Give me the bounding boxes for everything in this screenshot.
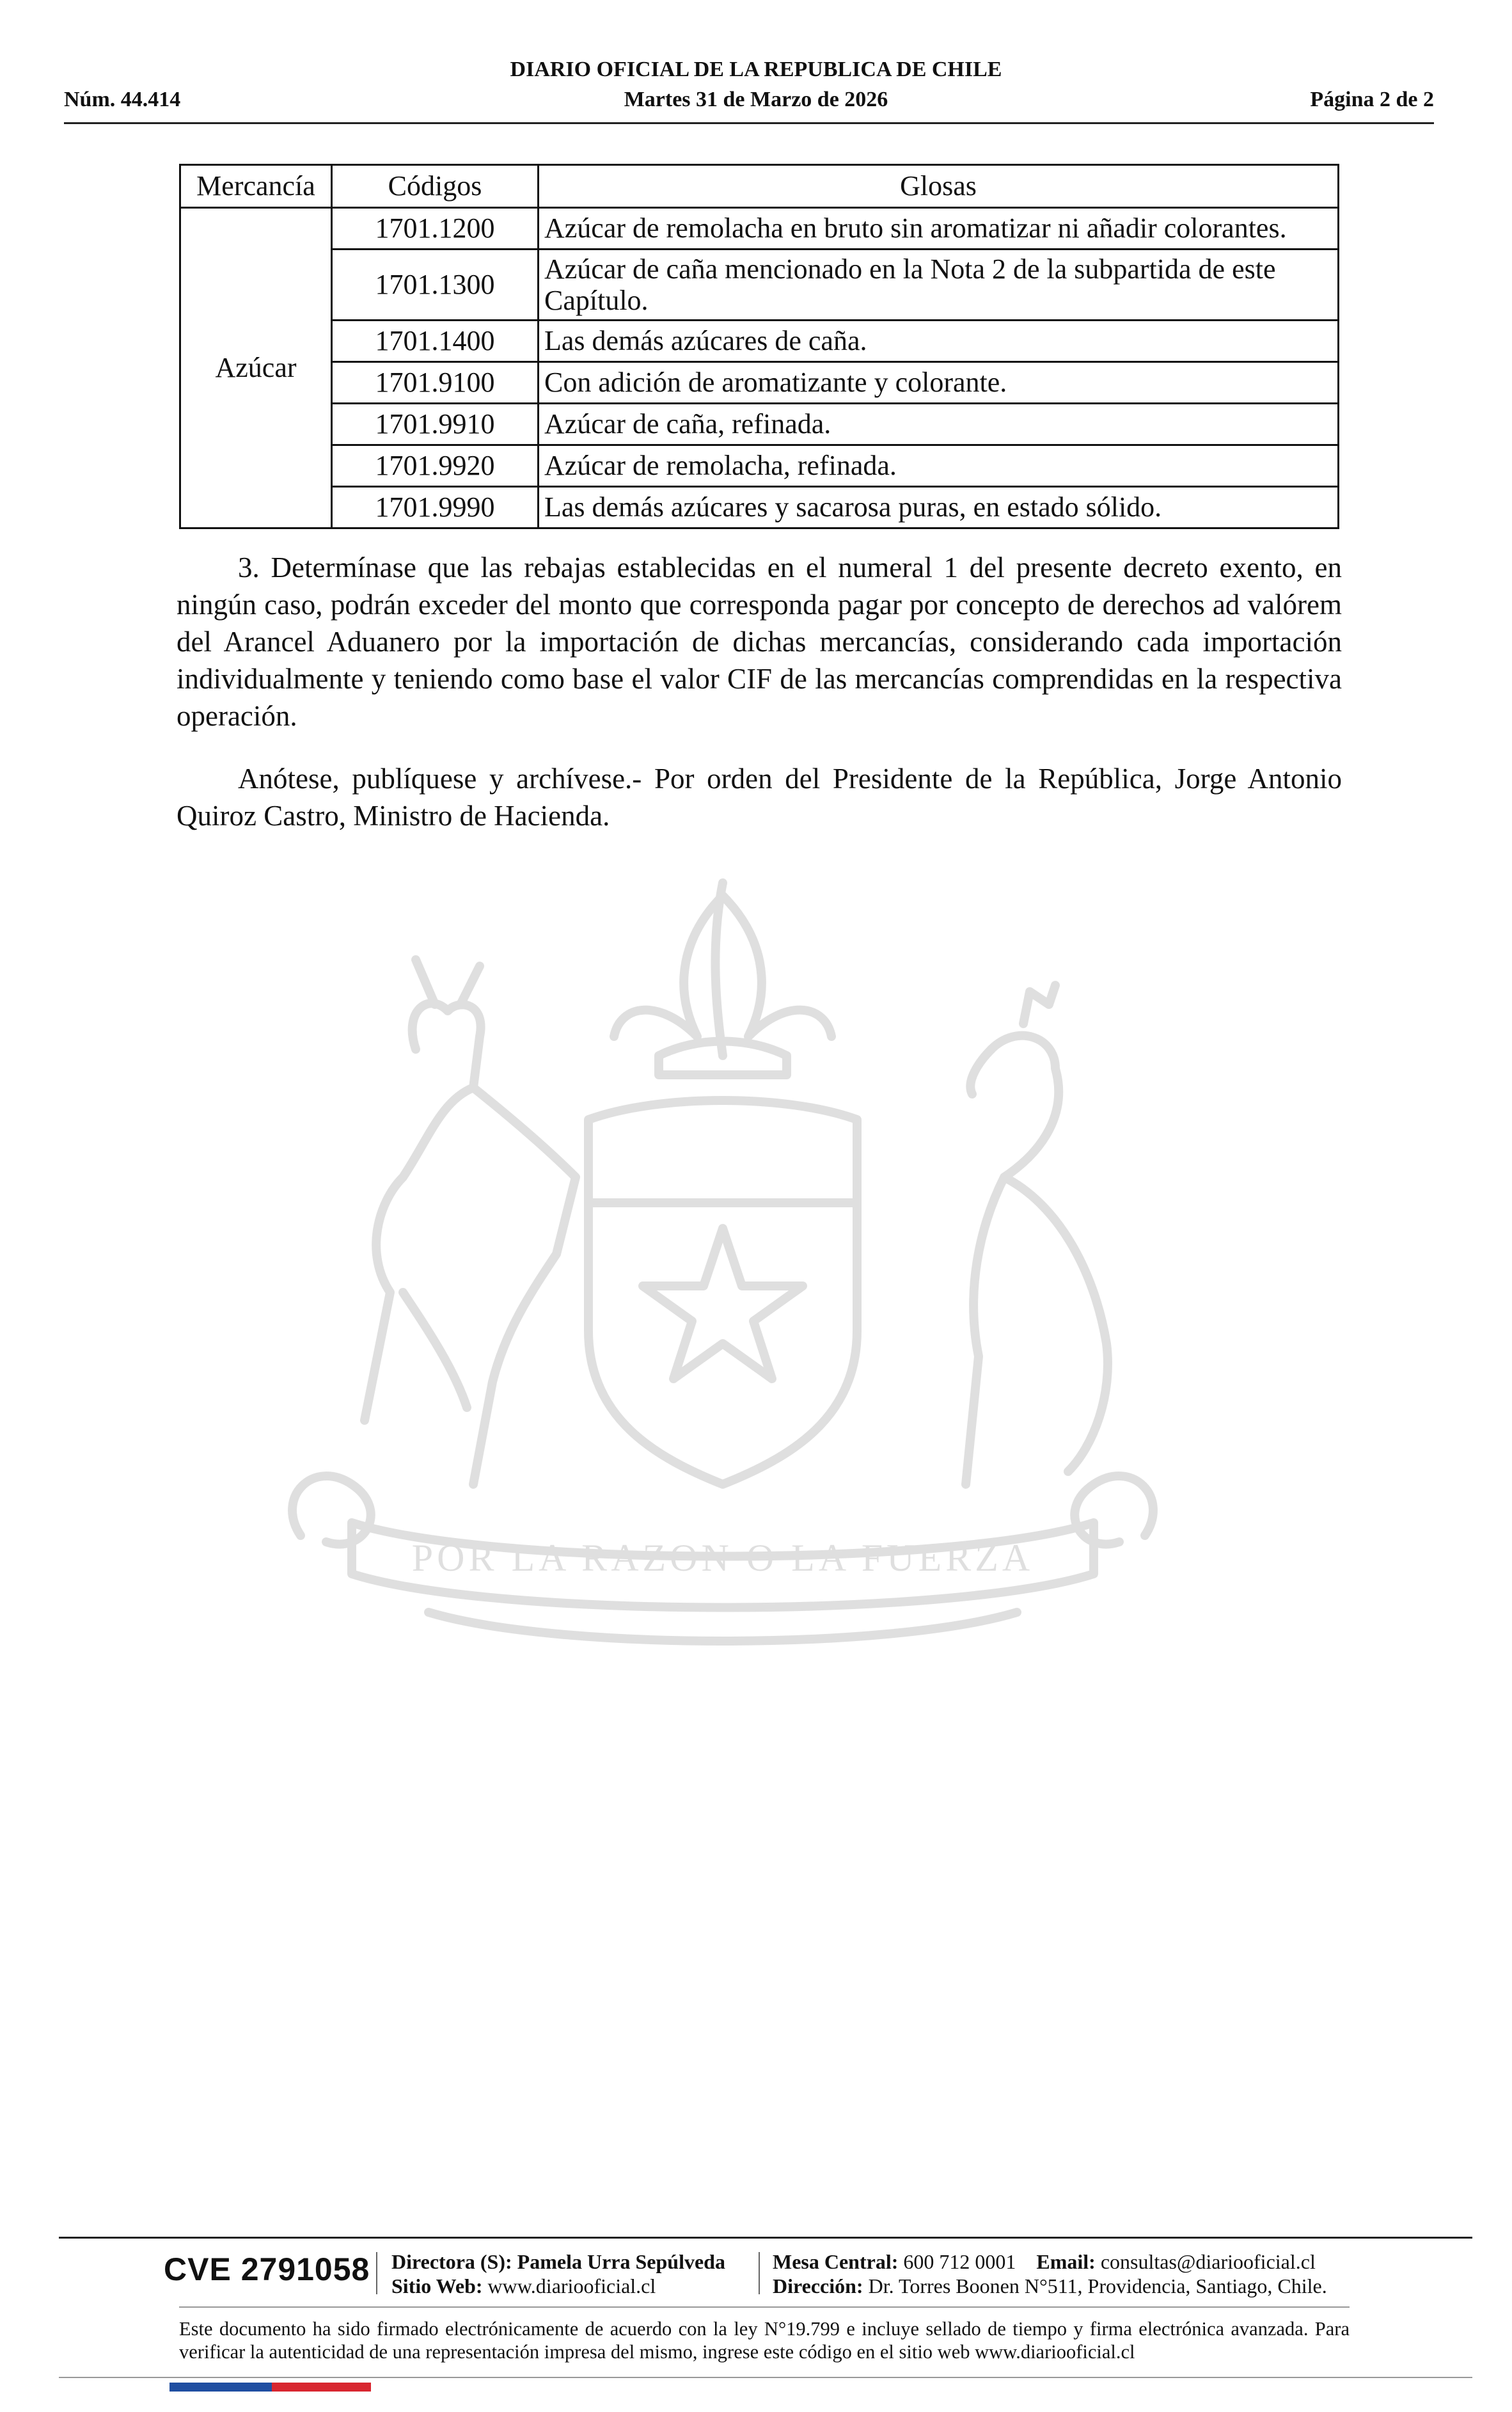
footer-director-block xyxy=(391,2249,725,2298)
table-row xyxy=(180,250,1339,321)
motto-text: POR LA RAZON O LA FUERZA xyxy=(411,1537,1034,1579)
column-header-mercancia: Mercancía xyxy=(180,165,332,208)
website-label: Sitio Web: xyxy=(391,2274,483,2297)
footer-bottom-divider xyxy=(59,2377,1472,2378)
code-cell: 1701.9920 xyxy=(332,445,539,487)
phone-number: 600 712 0001 xyxy=(903,2250,1016,2273)
table-header-row xyxy=(180,165,1339,208)
closing-paragraph: Anótese, publíquese y archívese.- Por orden del Presidente de la República, Jorge Antonio Quiroz Castro, Ministro de Hacienda. xyxy=(177,763,1342,832)
flag-stripe-blue xyxy=(169,2383,272,2392)
director-name: Pamela Urra Sepúlveda xyxy=(517,2250,725,2273)
code-cell: 1701.9910 xyxy=(332,404,539,445)
code-cell: 1701.9100 xyxy=(332,362,539,404)
header-divider xyxy=(64,122,1434,124)
website-link[interactable]: www.diariooficial.cl xyxy=(487,2274,656,2297)
table-row xyxy=(180,208,1339,250)
signature-notice: Este documento ha sido firmado electrónicamente de acuerdo con la ley N°19.799 e incluye sellado de tiempo y firma electrónica avanzada. Para verificar la autenticidad de una representación impresa del mismo, ingrese este código en el sitio web www.diariooficial.cl xyxy=(179,2318,1350,2363)
tariff-table xyxy=(179,164,1339,529)
address-label: Dirección: xyxy=(773,2274,863,2297)
footer-contact-block xyxy=(773,2249,1327,2298)
address-text: Dr. Torres Boonen N°511, Providencia, Santiago, Chile. xyxy=(868,2274,1327,2297)
glosa-cell: Con adición de aromatizante y colorante. xyxy=(539,362,1339,404)
glosa-cell: Las demás azúcares de caña. xyxy=(539,321,1339,362)
cve-code: CVE 2791058 xyxy=(164,2251,370,2287)
footer-separator xyxy=(759,2252,760,2294)
footer-inner-divider xyxy=(179,2306,1350,2308)
paragraph-article-3: 3. Determínase que las rebajas establecidas en el numeral 1 del presente decreto exento, en ningún caso, podrán exceder del monto que corresponda pagar por concepto de derechos ad valórem del Arancel Aduanero por la importación de dichas mercancías, considerando cada importación individualmente y teniendo como base el valor CIF de las mercancías comprendidas en la respectiva operación. xyxy=(177,551,1342,732)
table-row xyxy=(180,321,1339,362)
code-cell: 1701.9990 xyxy=(332,487,539,528)
code-cell: 1701.1200 xyxy=(332,208,539,250)
footer-separator xyxy=(376,2252,377,2294)
director-label: Directora (S): xyxy=(391,2250,512,2273)
glosa-cell: Azúcar de caña, refinada. xyxy=(539,404,1339,445)
glosa-cell: Azúcar de caña mencionado en la Nota 2 de la subpartida de este Capítulo. xyxy=(539,250,1339,321)
merchandise-cell: Azúcar xyxy=(180,208,332,528)
flag-stripe-red xyxy=(272,2383,371,2392)
table-row xyxy=(180,487,1339,528)
phone-label: Mesa Central: xyxy=(773,2250,899,2273)
glosa-cell: Azúcar de remolacha, refinada. xyxy=(539,445,1339,487)
glosa-cell: Azúcar de remolacha en bruto sin aromatizar ni añadir colorantes. xyxy=(539,208,1339,250)
glosa-cell: Las demás azúcares y sacarosa puras, en estado sólido. xyxy=(539,487,1339,528)
code-cell: 1701.1300 xyxy=(332,250,539,321)
email-link[interactable]: consultas@diariooficial.cl xyxy=(1100,2250,1316,2273)
table-row xyxy=(180,404,1339,445)
table-row xyxy=(180,445,1339,487)
column-header-codigos: Códigos xyxy=(332,165,539,208)
email-label: Email: xyxy=(1036,2250,1096,2273)
page-indicator: Página 2 de 2 xyxy=(1310,88,1434,111)
table-row xyxy=(180,362,1339,404)
issue-date: Martes 31 de Marzo de 2026 xyxy=(624,88,888,111)
coat-of-arms-icon xyxy=(173,845,1273,1715)
issue-number: Núm. 44.414 xyxy=(64,88,181,111)
column-header-glosas: Glosas xyxy=(539,165,1339,208)
code-cell: 1701.1400 xyxy=(332,321,539,362)
newspaper-title: DIARIO OFICIAL DE LA REPUBLICA DE CHILE xyxy=(510,58,1002,81)
footer-divider xyxy=(59,2237,1472,2239)
